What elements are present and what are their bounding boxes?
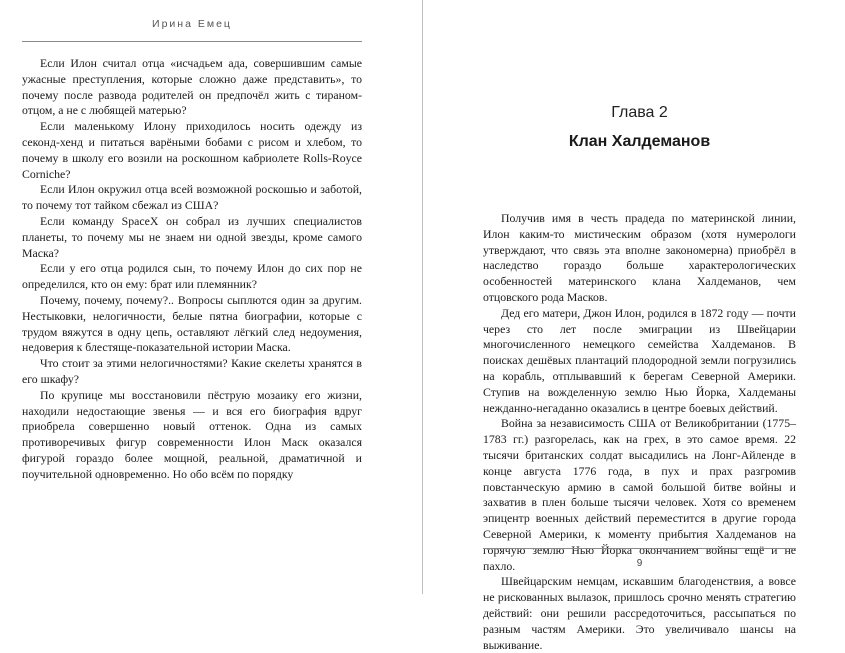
paragraph: Если Илон считал отца «исчадьем ада, совершившим самые ужасные преступления, которые сложно даже представить», то почему после развода родителей он предпочёл жить с тираном-отцом, а не с любящей матерью? <box>22 56 362 118</box>
paragraph: Почему, почему, почему?.. Вопросы сыплются один за другим. Нестыковки, нелогичности, белые пятна биографии, которые с трудом вяжутся в одну цепь, оставляют лёгкий след недоумения, недоверия к блестяще-показательной истории Маска. <box>22 292 362 355</box>
footer-rule <box>483 548 796 549</box>
page-number: 9 <box>636 558 643 569</box>
chapter-label: Глава 2 <box>611 104 668 121</box>
paragraph: По крупице мы восстановили пёструю мозаику его жизни, находили недостающие звенья — и вся его биография вдруг приобрела совершенно новый оттенок. Одна из самых противоречивых фигур современности Илон Маск оказался фигурой гораздо более мощной, реальной, драматичной и поучительной одновременно. Но обо всём по порядку <box>22 387 362 481</box>
paragraph: Если маленькому Илону приходилось носить одежду из секонд-хенд и питаться варёными бобами с рисом и хлебом, то почему в школу его возили на роскошном кабриолете Rolls-Royce Corniche? <box>22 119 362 181</box>
right-page <box>423 0 845 652</box>
right-page-body <box>483 211 796 653</box>
left-page-body <box>22 56 362 483</box>
paragraph: Получив имя в честь прадеда по материнской линии, Илон каким-то мистическим образом (хотя нумерологи утверждают, что связь эта вполне закономерна) приобрёл в наследство гораздо больше характерологических особенностей материнского клана Халдеманов, чем отцовского рода Масков. <box>483 211 796 304</box>
paragraph: Швейцарским немцам, искавшим благоденствия, а вовсе не рискованных вылазок, пришлось срочно менять стратегию действий: они решили рассредоточиться, рассыпаться по разным частям Америки. Это увеличивало шансы на выживание. <box>483 574 796 652</box>
running-head-author: Ирина Емец <box>152 18 232 30</box>
paragraph: Что стоит за этими нелогичностями? Какие скелеты хранятся в его шкафу? <box>22 356 362 386</box>
paragraph: Если команду SpaceX он собрал из лучших специалистов планеты, то почему мы не знаем ни одной звезды, кроме самого Маска? <box>22 213 362 260</box>
left-page <box>0 0 423 594</box>
paragraph: Если у его отца родился сын, то почему Илон до сих пор не определился, кто он ему: брат или племянник? <box>22 261 362 292</box>
paragraph: Дед его матери, Джон Илон, родился в 1872 году — почти через сто лет после эмиграции из Швейцарии многочисленного немецкого семейства Халдеманов. В поисках дешёвых плантаций плодородной земли погрузились на корабль, отплывавший к берегам Северной Америки. Ступив на вожделенную землю Нью Йорка, Халдеманы нежданно-негаданно оказались в центре боевых действий. <box>483 305 796 415</box>
paragraph: Если Илон окружил отца всей возможной роскошью и заботой, то почему тот тайком сбежал из США? <box>22 182 362 213</box>
chapter-title: Клан Халдеманов <box>568 133 711 150</box>
paragraph: Война за независимость США от Великобритании (1775–1783 гг.) разгорелась, как на грех, в это самое время. 22 тысячи британских солдат высадились на Лонг-Айленде в конце августа 1776 года, в пух и прах разгромив повстанческую армию в самой большой битве войны и захватив в плен больше тысячи человек. Хотя со временем эпицентр военных действий переместится в другие города Северной Америки, к моменту прибытия Халдеманов на горячую землю Нью Йорка окончанием войны ещё и не пахло. <box>483 416 796 573</box>
header-rule <box>22 41 362 42</box>
